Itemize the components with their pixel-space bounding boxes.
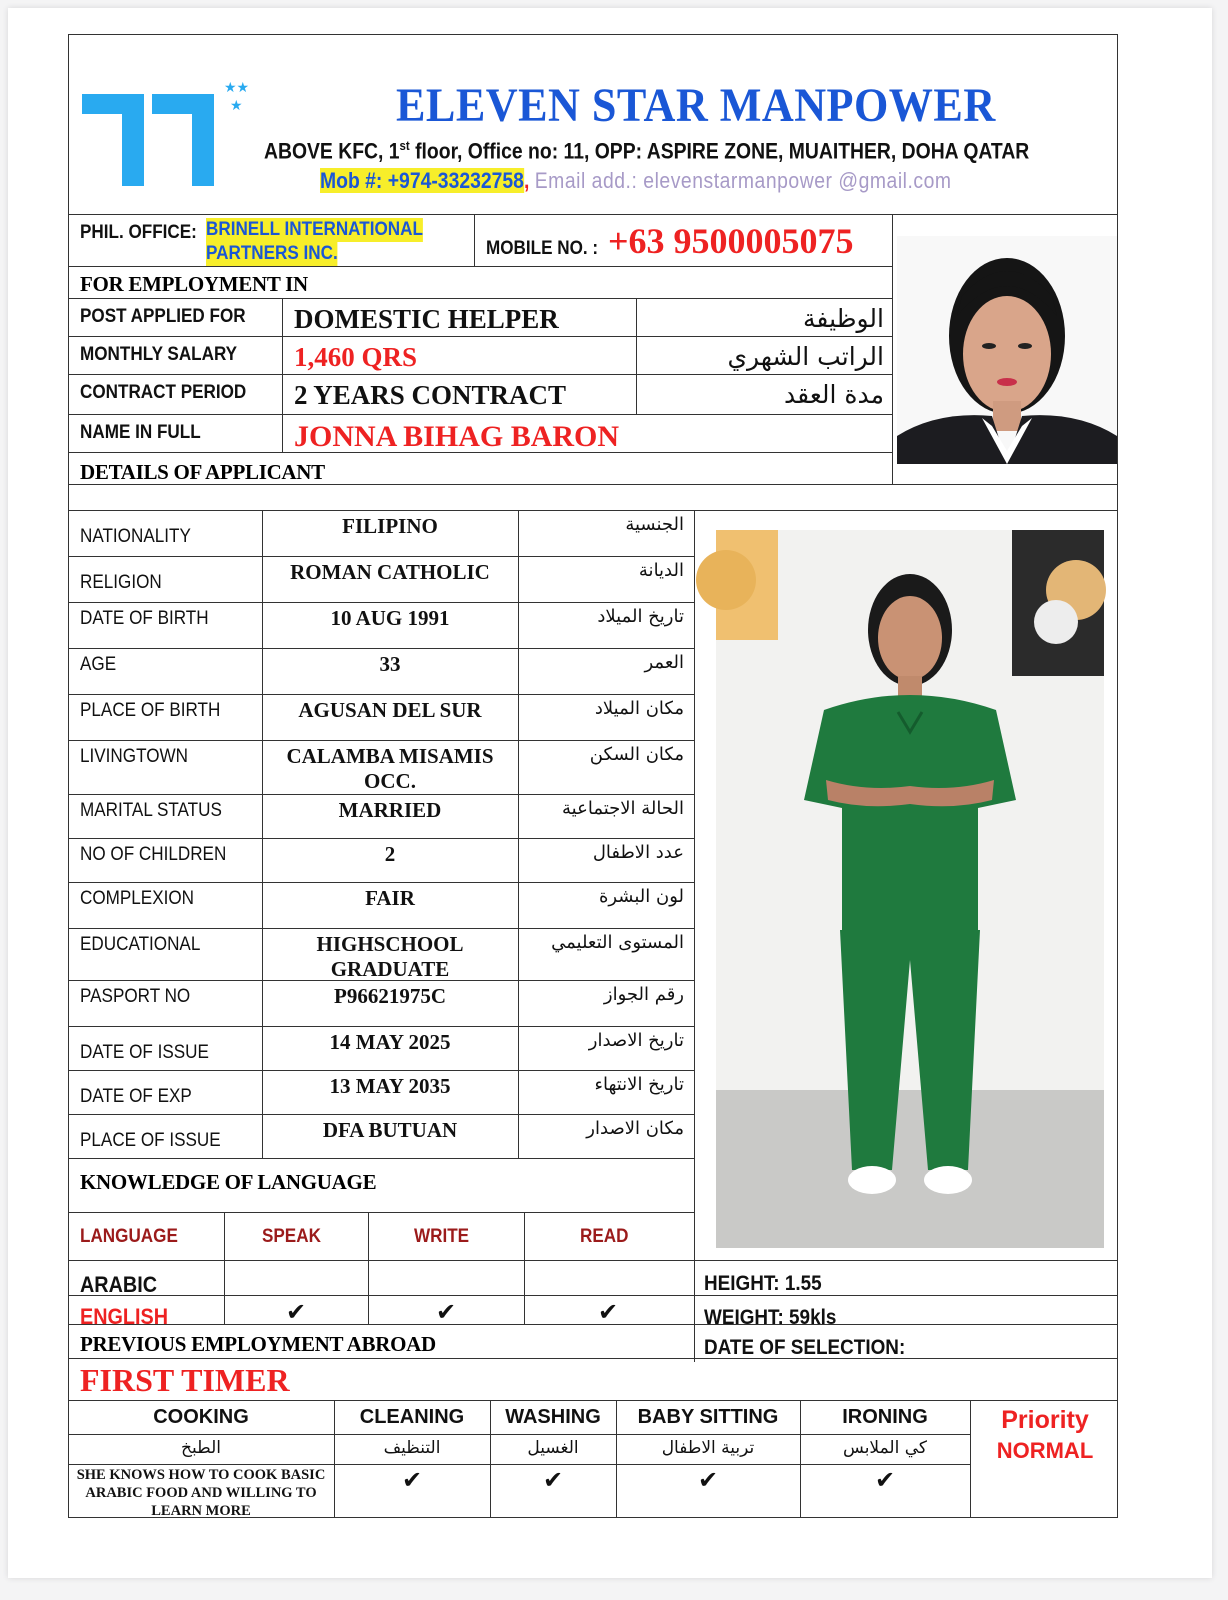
skill-note: SHE KNOWS HOW TO COOK BASIC ARABIC FOOD AND WILLING TO LEARN MORE [76, 1467, 326, 1519]
detail-row-value: CALAMBA MISAMIS OCC. [286, 744, 494, 793]
skill-check: ✔ [401, 1466, 423, 1494]
detail-row-label: DATE OF EXP [80, 1086, 192, 1107]
detail-row-arabic: مكان الميلاد [594, 698, 684, 719]
language-section-title: KNOWLEDGE OF LANGUAGE [80, 1170, 377, 1194]
skill-check: ✔ [697, 1466, 719, 1494]
skill-label: IRONING [842, 1406, 928, 1428]
detail-row-label: MARITAL STATUS [80, 800, 222, 821]
skill-arabic: كي الملابس [843, 1438, 927, 1458]
lang-header-language: LANGUAGE [80, 1226, 178, 1247]
detail-row-value: AGUSAN DEL SUR [298, 698, 482, 722]
detail-row-value: 13 MAY 2035 [329, 1074, 451, 1098]
company-name: ELEVEN STAR MANPOWER [396, 79, 996, 132]
detail-row-label: COMPLEXION [80, 888, 195, 909]
row-divider [68, 602, 694, 603]
lang-row-english: ENGLISH [80, 1304, 169, 1329]
previous-employment-value: FIRST TIMER [80, 1362, 290, 1398]
detail-row-label: LIVINGTOWN [80, 746, 188, 767]
skill-label: BABY SITTING [637, 1406, 779, 1428]
skill-check: ✔ [542, 1466, 564, 1494]
height-value: HEIGHT: 1.55 [704, 1272, 822, 1295]
phil-office-label: PHIL. OFFICE: [80, 222, 197, 243]
detail-row-value: 10 AUG 1991 [330, 606, 450, 630]
employment-row-arabic: الوظيفة [803, 304, 884, 333]
svg-text:★★: ★★ [224, 80, 250, 96]
row-divider [68, 1114, 694, 1115]
col-divider [282, 298, 283, 452]
detail-row-label: NATIONALITY [80, 526, 191, 547]
detail-row-arabic: المستوى التعليمي [551, 932, 684, 953]
detail-row-arabic: الجنسية [625, 514, 684, 535]
detail-row-label: PLACE OF BIRTH [80, 700, 221, 721]
weight-value: WEIGHT: 59kls [704, 1306, 837, 1329]
employment-row-label: POST APPLIED FOR [80, 306, 246, 327]
detail-row-arabic: مكان الاصدار [586, 1118, 684, 1139]
detail-row-value: MARRIED [338, 798, 442, 822]
row-divider [68, 374, 892, 375]
company-mobile: Mob #: +974-33232758 [320, 168, 524, 193]
detail-row-arabic: تاريخ الانتهاء [594, 1074, 684, 1095]
employment-row-arabic: الراتب الشهري [727, 342, 884, 371]
application-sheet [8, 8, 1212, 1578]
skill-arabic: الغسيل [527, 1438, 579, 1458]
detail-row-value: HIGHSCHOOL GRADUATE [316, 932, 464, 981]
employment-row-label: CONTRACT PERIOD [80, 382, 247, 403]
lang-row-arabic: ARABIC [80, 1272, 158, 1297]
row-divider [68, 838, 694, 839]
details-section-title: DETAILS OF APPLICANT [80, 460, 325, 484]
detail-row-label: EDUCATIONAL [80, 934, 201, 955]
english-speak-check: ✔ [286, 1298, 307, 1326]
employment-row-value: 1,460 QRS [294, 342, 418, 372]
applicant-headshot [897, 236, 1117, 464]
employment-row-arabic: مدة العقد [784, 380, 884, 409]
detail-row-arabic: تاريخ الميلاد [597, 606, 684, 627]
detail-row-arabic: الديانة [638, 560, 684, 581]
svg-text:★: ★ [230, 98, 243, 114]
company-address: ABOVE KFC, 1st floor, Office no: 11, OPP: ASPIRE ZONE, MUAITHER, DOHA QATAR [264, 138, 1030, 164]
detail-row-value: P96621975C [334, 984, 446, 1008]
detail-row-arabic: الحالة الاجتماعية [562, 798, 684, 819]
contact-line: Mob #: +974-33232758, Email add.: elevenstarmanpower @gmail.com [320, 168, 952, 193]
skill-arabic: الطبخ [181, 1438, 221, 1458]
priority-value: NORMAL [996, 1438, 1094, 1463]
detail-row-label: PASPORT NO [80, 986, 191, 1007]
col-divider [636, 298, 637, 414]
mobile-value: +63 9500005075 [608, 221, 854, 261]
skill-label: COOKING [153, 1406, 249, 1428]
row-divider [68, 980, 694, 981]
detail-row-value: ROMAN CATHOLIC [290, 560, 490, 584]
employment-row-label: MONTHLY SALARY [80, 344, 238, 365]
row-divider [68, 1026, 694, 1027]
applicant-full-body-photo [716, 530, 1104, 1248]
row-divider [68, 336, 892, 337]
skill-check: ✔ [874, 1466, 896, 1494]
row-divider [68, 556, 694, 557]
row-divider [68, 648, 694, 649]
detail-row-arabic: رقم الجواز [603, 984, 684, 1005]
skill-arabic: التنظيف [383, 1438, 441, 1458]
phil-office-name: BRINELL INTERNATIONAL PARTNERS INC. [206, 219, 423, 264]
row-divider [68, 1070, 694, 1071]
detail-row-value: 2 [384, 842, 396, 866]
detail-row-value: DFA BUTUAN [322, 1118, 458, 1142]
detail-row-arabic: عدد الاطفال [592, 842, 684, 863]
detail-row-label: RELIGION [80, 572, 162, 593]
detail-row-label: DATE OF BIRTH [80, 608, 209, 629]
date-of-selection-label: DATE OF SELECTION: [704, 1336, 906, 1359]
mobile-label: MOBILE NO. : [486, 238, 599, 259]
english-write-check: ✔ [436, 1298, 457, 1326]
english-read-check: ✔ [598, 1298, 619, 1326]
employment-section-title: FOR EMPLOYMENT IN [80, 272, 308, 296]
detail-row-value: 33 [379, 652, 401, 676]
detail-row-arabic: لون البشرة [598, 886, 684, 907]
detail-row-arabic: مكان السكن [589, 744, 684, 765]
employment-row-value: JONNA BIHAG BARON [294, 420, 620, 453]
lang-header-write: WRITE [414, 1226, 470, 1247]
priority-label: Priority [1001, 1406, 1089, 1434]
employment-row-value: DOMESTIC HELPER [294, 304, 559, 334]
skill-arabic: تربية الاطفال [661, 1438, 755, 1458]
detail-row-label: DATE OF ISSUE [80, 1042, 209, 1063]
detail-row-label: NO OF CHILDREN [80, 844, 227, 865]
detail-row-value: FAIR [365, 886, 415, 910]
detail-row-value: FILIPINO [342, 514, 438, 538]
previous-employment-title: PREVIOUS EMPLOYMENT ABROAD [80, 1332, 436, 1356]
row-divider [68, 694, 694, 695]
row-divider [68, 794, 694, 795]
row-divider [68, 928, 694, 929]
detail-row-label: PLACE OF ISSUE [80, 1130, 221, 1151]
row-divider [68, 882, 694, 883]
detail-row-arabic: تاريخ الاصدار [588, 1030, 684, 1051]
skill-label: CLEANING [359, 1406, 465, 1428]
employment-row-label: NAME IN FULL [80, 422, 201, 443]
skill-label: WASHING [505, 1406, 601, 1428]
row-divider [68, 740, 694, 741]
detail-row-value: 14 MAY 2025 [329, 1030, 451, 1054]
company-email[interactable]: Email add.: elevenstarmanpower @gmail.com [534, 168, 952, 193]
employment-row-value: 2 YEARS CONTRACT [294, 380, 567, 410]
row-divider [68, 414, 892, 415]
detail-row-label: AGE [80, 654, 117, 675]
detail-row-arabic: العمر [644, 652, 684, 673]
lang-header-speak: SPEAK [262, 1226, 321, 1247]
lang-header-read: READ [580, 1226, 629, 1247]
